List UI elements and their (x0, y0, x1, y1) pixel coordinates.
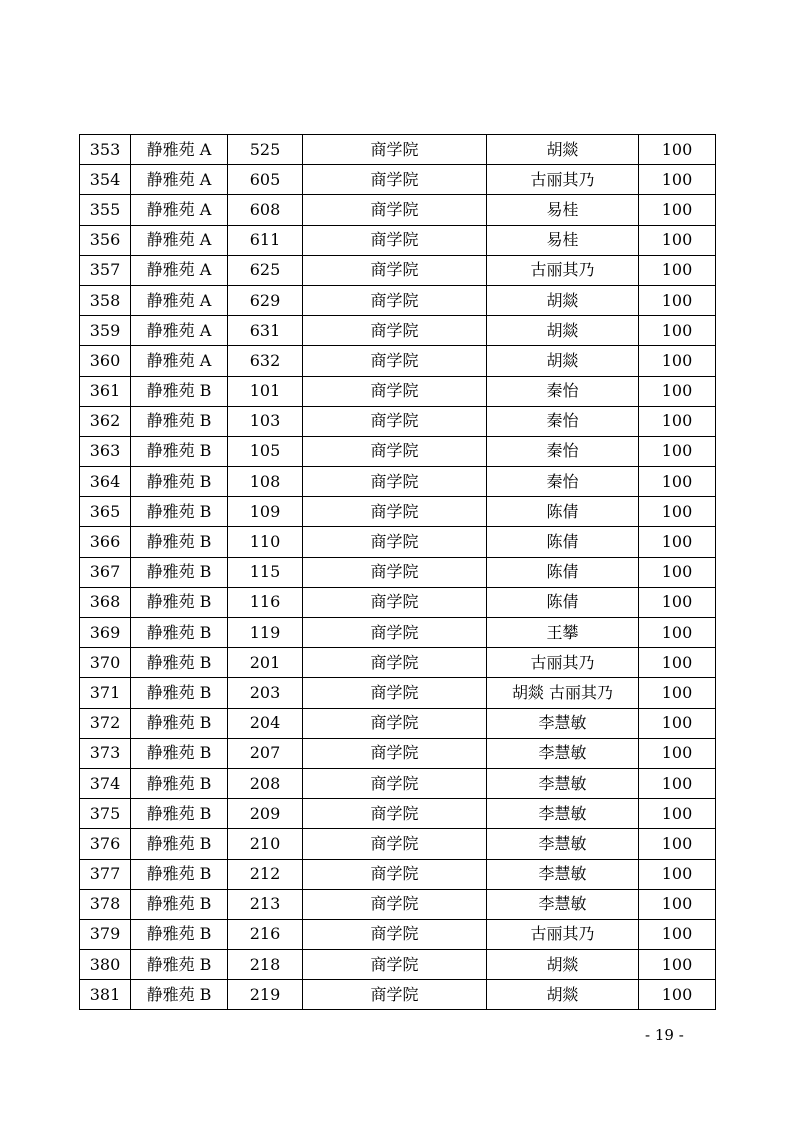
instructor-cell: 秦怡 (487, 376, 639, 406)
score-cell: 100 (639, 859, 716, 889)
row-number-cell: 369 (80, 618, 131, 648)
building-cell: 静雅苑 B (131, 768, 228, 798)
score-cell: 100 (639, 799, 716, 829)
room-number-cell: 204 (228, 708, 303, 738)
instructor-cell: 胡燚 (487, 980, 639, 1010)
row-number-cell: 366 (80, 527, 131, 557)
college-cell: 商学院 (303, 738, 487, 768)
instructor-cell: 李慧敏 (487, 859, 639, 889)
college-cell: 商学院 (303, 799, 487, 829)
instructor-cell: 古丽其乃 (487, 648, 639, 678)
score-cell: 100 (639, 135, 716, 165)
table-row (80, 919, 716, 949)
room-number-cell: 207 (228, 738, 303, 768)
building-cell: 静雅苑 A (131, 165, 228, 195)
score-cell: 100 (639, 618, 716, 648)
table-row (80, 587, 716, 617)
table-row (80, 648, 716, 678)
row-number-cell: 354 (80, 165, 131, 195)
score-cell: 100 (639, 919, 716, 949)
row-number-cell: 358 (80, 285, 131, 315)
score-cell: 100 (639, 678, 716, 708)
score-cell: 100 (639, 436, 716, 466)
building-cell: 静雅苑 B (131, 859, 228, 889)
building-cell: 静雅苑 B (131, 980, 228, 1010)
page-number: - 19 - (645, 1026, 684, 1044)
college-cell: 商学院 (303, 889, 487, 919)
score-cell: 100 (639, 829, 716, 859)
score-cell: 100 (639, 467, 716, 497)
score-cell: 100 (639, 195, 716, 225)
room-number-cell: 611 (228, 225, 303, 255)
building-cell: 静雅苑 B (131, 436, 228, 466)
table-row (80, 285, 716, 315)
instructor-cell: 李慧敏 (487, 708, 639, 738)
college-cell: 商学院 (303, 950, 487, 980)
row-number-cell: 368 (80, 587, 131, 617)
row-number-cell: 380 (80, 950, 131, 980)
college-cell: 商学院 (303, 768, 487, 798)
score-cell: 100 (639, 527, 716, 557)
room-number-cell: 208 (228, 768, 303, 798)
row-number-cell: 362 (80, 406, 131, 436)
room-number-cell: 219 (228, 980, 303, 1010)
room-number-cell: 629 (228, 285, 303, 315)
college-cell: 商学院 (303, 467, 487, 497)
building-cell: 静雅苑 B (131, 618, 228, 648)
instructor-cell: 陈倩 (487, 557, 639, 587)
building-cell: 静雅苑 B (131, 467, 228, 497)
college-cell: 商学院 (303, 165, 487, 195)
row-number-cell: 363 (80, 436, 131, 466)
college-cell: 商学院 (303, 346, 487, 376)
building-cell: 静雅苑 B (131, 829, 228, 859)
room-number-cell: 605 (228, 165, 303, 195)
table-row (80, 950, 716, 980)
college-cell: 商学院 (303, 135, 487, 165)
row-number-cell: 361 (80, 376, 131, 406)
instructor-cell: 胡燚 (487, 316, 639, 346)
college-cell: 商学院 (303, 316, 487, 346)
score-cell: 100 (639, 225, 716, 255)
dormitory-score-table (79, 134, 716, 1010)
row-number-cell: 378 (80, 889, 131, 919)
room-number-cell: 625 (228, 255, 303, 285)
college-cell: 商学院 (303, 195, 487, 225)
building-cell: 静雅苑 B (131, 557, 228, 587)
room-number-cell: 212 (228, 859, 303, 889)
room-number-cell: 216 (228, 919, 303, 949)
building-cell: 静雅苑 B (131, 587, 228, 617)
instructor-cell: 秦怡 (487, 436, 639, 466)
table-row (80, 406, 716, 436)
instructor-cell: 胡燚 (487, 346, 639, 376)
room-number-cell: 203 (228, 678, 303, 708)
instructor-cell: 胡燚 (487, 135, 639, 165)
building-cell: 静雅苑 B (131, 527, 228, 557)
room-number-cell: 632 (228, 346, 303, 376)
row-number-cell: 364 (80, 467, 131, 497)
building-cell: 静雅苑 A (131, 285, 228, 315)
room-number-cell: 116 (228, 587, 303, 617)
table-row (80, 346, 716, 376)
score-cell: 100 (639, 648, 716, 678)
row-number-cell: 355 (80, 195, 131, 225)
building-cell: 静雅苑 B (131, 406, 228, 436)
college-cell: 商学院 (303, 678, 487, 708)
table-row (80, 195, 716, 225)
college-cell: 商学院 (303, 829, 487, 859)
building-cell: 静雅苑 A (131, 316, 228, 346)
instructor-cell: 李慧敏 (487, 768, 639, 798)
building-cell: 静雅苑 A (131, 255, 228, 285)
college-cell: 商学院 (303, 285, 487, 315)
score-cell: 100 (639, 255, 716, 285)
instructor-cell: 古丽其乃 (487, 165, 639, 195)
score-cell: 100 (639, 980, 716, 1010)
room-number-cell: 109 (228, 497, 303, 527)
table-body (80, 135, 716, 1010)
college-cell: 商学院 (303, 497, 487, 527)
row-number-cell: 373 (80, 738, 131, 768)
college-cell: 商学院 (303, 255, 487, 285)
college-cell: 商学院 (303, 406, 487, 436)
college-cell: 商学院 (303, 587, 487, 617)
table-row (80, 316, 716, 346)
table-row (80, 768, 716, 798)
table-row (80, 708, 716, 738)
score-cell: 100 (639, 497, 716, 527)
table-row (80, 889, 716, 919)
row-number-cell: 356 (80, 225, 131, 255)
building-cell: 静雅苑 B (131, 738, 228, 768)
instructor-cell: 陈倩 (487, 587, 639, 617)
instructor-cell: 秦怡 (487, 406, 639, 436)
table-row (80, 436, 716, 466)
building-cell: 静雅苑 A (131, 346, 228, 376)
score-cell: 100 (639, 708, 716, 738)
room-number-cell: 608 (228, 195, 303, 225)
score-cell: 100 (639, 316, 716, 346)
room-number-cell: 105 (228, 436, 303, 466)
table-row (80, 376, 716, 406)
instructor-cell: 李慧敏 (487, 829, 639, 859)
table-row (80, 467, 716, 497)
college-cell: 商学院 (303, 648, 487, 678)
building-cell: 静雅苑 B (131, 497, 228, 527)
college-cell: 商学院 (303, 708, 487, 738)
instructor-cell: 古丽其乃 (487, 255, 639, 285)
building-cell: 静雅苑 B (131, 889, 228, 919)
room-number-cell: 209 (228, 799, 303, 829)
table-row (80, 165, 716, 195)
table-row (80, 497, 716, 527)
row-number-cell: 376 (80, 829, 131, 859)
instructor-cell: 易桂 (487, 195, 639, 225)
building-cell: 静雅苑 B (131, 950, 228, 980)
room-number-cell: 119 (228, 618, 303, 648)
table-row (80, 255, 716, 285)
score-cell: 100 (639, 406, 716, 436)
score-cell: 100 (639, 738, 716, 768)
table-row (80, 738, 716, 768)
instructor-cell: 易桂 (487, 225, 639, 255)
room-number-cell: 631 (228, 316, 303, 346)
college-cell: 商学院 (303, 618, 487, 648)
building-cell: 静雅苑 B (131, 708, 228, 738)
row-number-cell: 372 (80, 708, 131, 738)
row-number-cell: 381 (80, 980, 131, 1010)
score-cell: 100 (639, 346, 716, 376)
row-number-cell: 371 (80, 678, 131, 708)
room-number-cell: 103 (228, 406, 303, 436)
college-cell: 商学院 (303, 527, 487, 557)
table-row (80, 980, 716, 1010)
building-cell: 静雅苑 B (131, 678, 228, 708)
building-cell: 静雅苑 B (131, 648, 228, 678)
table-row (80, 135, 716, 165)
college-cell: 商学院 (303, 376, 487, 406)
building-cell: 静雅苑 B (131, 919, 228, 949)
row-number-cell: 357 (80, 255, 131, 285)
building-cell: 静雅苑 A (131, 195, 228, 225)
instructor-cell: 胡燚 (487, 950, 639, 980)
room-number-cell: 210 (228, 829, 303, 859)
instructor-cell: 李慧敏 (487, 799, 639, 829)
room-number-cell: 115 (228, 557, 303, 587)
building-cell: 静雅苑 B (131, 799, 228, 829)
building-cell: 静雅苑 A (131, 225, 228, 255)
instructor-cell: 胡燚 古丽其乃 (487, 678, 639, 708)
row-number-cell: 377 (80, 859, 131, 889)
building-cell: 静雅苑 A (131, 135, 228, 165)
row-number-cell: 360 (80, 346, 131, 376)
room-number-cell: 525 (228, 135, 303, 165)
instructor-cell: 李慧敏 (487, 738, 639, 768)
table-row (80, 829, 716, 859)
room-number-cell: 213 (228, 889, 303, 919)
table-row (80, 678, 716, 708)
building-cell: 静雅苑 B (131, 376, 228, 406)
table-row (80, 799, 716, 829)
row-number-cell: 375 (80, 799, 131, 829)
instructor-cell: 王攀 (487, 618, 639, 648)
score-cell: 100 (639, 950, 716, 980)
table-row (80, 859, 716, 889)
score-cell: 100 (639, 557, 716, 587)
row-number-cell: 379 (80, 919, 131, 949)
college-cell: 商学院 (303, 225, 487, 255)
room-number-cell: 101 (228, 376, 303, 406)
score-cell: 100 (639, 165, 716, 195)
room-number-cell: 201 (228, 648, 303, 678)
instructor-cell: 秦怡 (487, 467, 639, 497)
college-cell: 商学院 (303, 436, 487, 466)
table-row (80, 557, 716, 587)
college-cell: 商学院 (303, 557, 487, 587)
instructor-cell: 陈倩 (487, 527, 639, 557)
instructor-cell: 胡燚 (487, 285, 639, 315)
row-number-cell: 359 (80, 316, 131, 346)
instructor-cell: 陈倩 (487, 497, 639, 527)
table-row (80, 225, 716, 255)
room-number-cell: 108 (228, 467, 303, 497)
instructor-cell: 古丽其乃 (487, 919, 639, 949)
score-cell: 100 (639, 376, 716, 406)
room-number-cell: 218 (228, 950, 303, 980)
score-cell: 100 (639, 768, 716, 798)
row-number-cell: 353 (80, 135, 131, 165)
college-cell: 商学院 (303, 859, 487, 889)
score-cell: 100 (639, 587, 716, 617)
room-number-cell: 110 (228, 527, 303, 557)
college-cell: 商学院 (303, 980, 487, 1010)
table-row (80, 618, 716, 648)
instructor-cell: 李慧敏 (487, 889, 639, 919)
table-row (80, 527, 716, 557)
row-number-cell: 365 (80, 497, 131, 527)
row-number-cell: 370 (80, 648, 131, 678)
row-number-cell: 374 (80, 768, 131, 798)
row-number-cell: 367 (80, 557, 131, 587)
score-cell: 100 (639, 285, 716, 315)
score-cell: 100 (639, 889, 716, 919)
college-cell: 商学院 (303, 919, 487, 949)
